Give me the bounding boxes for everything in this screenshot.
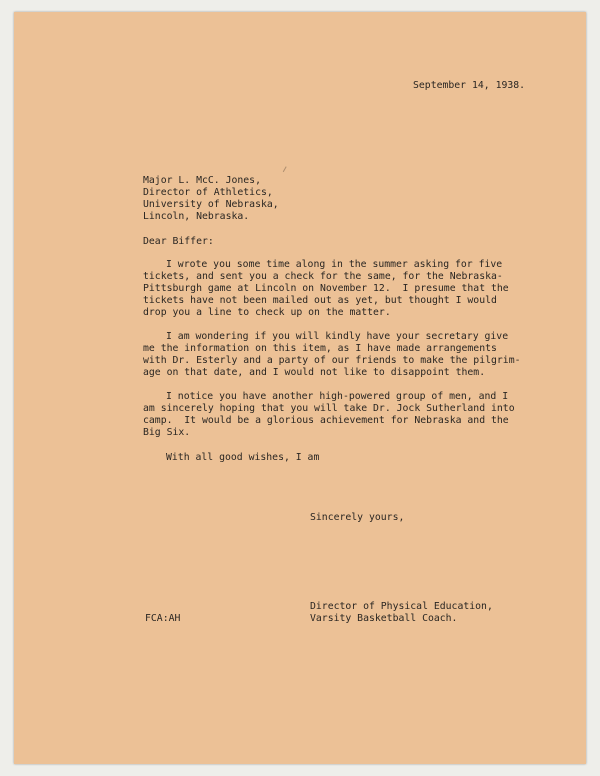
body-line: camp. It would be a glorious achievement for Nebraska and the bbox=[143, 415, 509, 426]
body-line: tickets have not been mailed out as yet, but thought I would bbox=[143, 295, 497, 306]
body-line: drop you a line to check up on the matter. bbox=[143, 307, 391, 318]
body-line: am sincerely hoping that you will take Dr. Jock Sutherland into bbox=[143, 403, 515, 414]
letter-date: September 14, 1938. bbox=[413, 80, 526, 91]
body-line: Big Six. bbox=[143, 427, 191, 438]
body-line: with Dr. Esterly and a party of our friends to make the pilgrim- bbox=[143, 355, 521, 366]
typist-initials: FCA:AH bbox=[145, 613, 181, 624]
body-line: I notice you have another high-powered group of men, and I bbox=[166, 391, 509, 402]
body-line: age on that date, and I would not like to disappoint them. bbox=[143, 367, 486, 378]
body-line: I am wondering if you will kindly have your secretary give bbox=[166, 331, 509, 342]
pencil-mark bbox=[283, 166, 289, 173]
body-line: I wrote you some time along in the summer asking for five bbox=[166, 259, 503, 270]
body-line: tickets, and sent you a check for the same, for the Nebraska- bbox=[143, 271, 503, 282]
address-line: Lincoln, Nebraska. bbox=[143, 211, 250, 222]
body-line: With all good wishes, I am bbox=[166, 452, 320, 463]
letter-page bbox=[14, 12, 586, 764]
address-line: Director of Athletics, bbox=[143, 187, 273, 198]
address-line: University of Nebraska, bbox=[143, 199, 279, 210]
signature-title: Director of Physical Education, bbox=[310, 601, 493, 612]
signature-title: Varsity Basketball Coach. bbox=[310, 613, 458, 624]
body-line: Pittsburgh game at Lincoln on November 12. I presume that the bbox=[143, 283, 509, 294]
address-line: Major L. McC. Jones, bbox=[143, 175, 261, 186]
body-line: me the information on this item, as I have made arrangements bbox=[143, 343, 497, 354]
salutation: Dear Biffer: bbox=[143, 236, 214, 247]
closing: Sincerely yours, bbox=[310, 512, 405, 523]
